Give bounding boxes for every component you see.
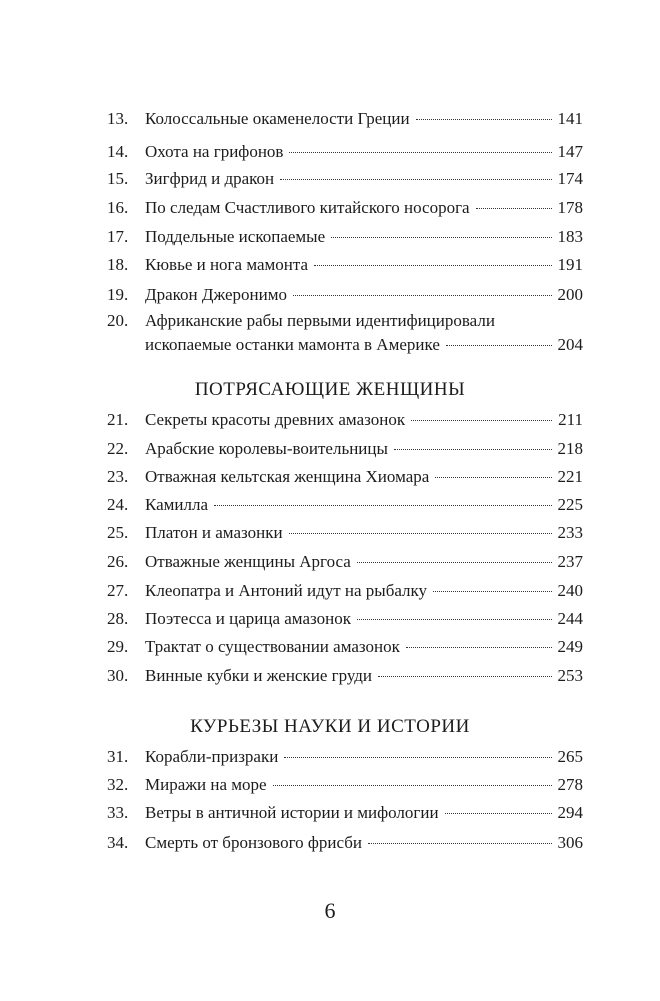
entry-title: Корабли-призраки (145, 747, 279, 766)
dot-leader (314, 265, 551, 266)
entry-title: Зигфрид и дракон (145, 169, 275, 188)
entry-title: Камилла (145, 495, 209, 514)
dot-leader (411, 420, 552, 421)
entry-number: 32. (107, 775, 129, 794)
entry-number: 34. (107, 833, 129, 852)
dot-leader (289, 152, 551, 153)
entry-title: Клеопатра и Антоний идут на рыбалку (145, 581, 428, 600)
entry-page: 147 (557, 142, 583, 161)
entry-title: Отважные женщины Аргоса (145, 552, 351, 571)
entry-title: Винные кубки и женские груди (145, 666, 373, 685)
entry-title: Отважная кельтская женщина Хиомара (145, 467, 430, 486)
dot-leader (284, 757, 551, 758)
entry-title: Арабские королевы-воительницы (145, 439, 388, 458)
entry-title: Охота на грифонов (145, 142, 284, 161)
entry-title: Поддельные ископаемые (145, 227, 326, 246)
dot-leader (406, 647, 552, 648)
entry-page: 174 (557, 169, 583, 188)
entry-page: 278 (557, 775, 583, 794)
entry-number: 23. (107, 467, 129, 486)
entry-number: 16. (107, 198, 129, 217)
entry-page: 240 (557, 581, 583, 600)
toc-entry[interactable] (107, 108, 583, 130)
entry-title-line1: Африканские рабы первыми идентифицировали (145, 311, 495, 330)
entry-page: 221 (557, 467, 583, 486)
dot-leader (416, 119, 552, 120)
page-number: 6 (324, 898, 336, 923)
toc-entry[interactable] (107, 746, 583, 768)
entry-number: 21. (107, 410, 129, 429)
dot-leader (289, 533, 552, 534)
entry-page: 306 (557, 833, 583, 852)
dot-leader (280, 179, 551, 180)
entry-number: 31. (107, 747, 129, 766)
entry-number: 13. (107, 109, 129, 128)
entry-page: 200 (557, 285, 583, 304)
dot-leader (331, 237, 551, 238)
toc-entry[interactable] (107, 774, 583, 796)
toc-entry[interactable] (107, 197, 583, 219)
entry-number: 33. (107, 803, 129, 822)
entry-number: 24. (107, 495, 129, 514)
entry-page: 204 (557, 335, 583, 354)
entry-number: 22. (107, 439, 129, 458)
dot-leader (476, 208, 552, 209)
entry-page: 244 (557, 609, 583, 628)
section-heading: ПОТРЯСАЮЩИЕ ЖЕНЩИНЫ (194, 379, 466, 400)
entry-title: Дракон Джеронимо (145, 285, 288, 304)
entry-number: 25. (107, 523, 129, 542)
entry-page: 225 (557, 495, 583, 514)
entry-number: 18. (107, 255, 129, 274)
toc-entry[interactable] (107, 141, 583, 163)
dot-leader (446, 345, 552, 346)
entry-title: Ветры в античной истории и мифологии (145, 803, 439, 822)
entry-number: 20. (107, 311, 129, 330)
toc-entry[interactable] (107, 168, 583, 190)
toc-entry[interactable] (107, 409, 583, 431)
toc-entry[interactable] (107, 466, 583, 488)
entry-number: 14. (107, 142, 129, 161)
entry-title: Миражи на море (145, 775, 267, 794)
entry-page: 253 (557, 666, 583, 685)
dot-leader (394, 449, 552, 450)
toc-entry[interactable] (107, 802, 583, 824)
entry-title: По следам Счастливого китайского носорога (145, 198, 470, 217)
dot-leader (445, 813, 552, 814)
entry-title: Поэтесса и царица амазонок (145, 609, 351, 628)
entry-number: 17. (107, 227, 129, 246)
toc-entry[interactable] (107, 226, 583, 248)
dot-leader (293, 295, 551, 296)
toc-entry[interactable] (107, 284, 583, 306)
toc-entry[interactable] (107, 310, 583, 356)
toc-entry[interactable] (107, 832, 583, 854)
entry-page: 191 (557, 255, 583, 274)
entry-title: Трактат о существовании амазонок (145, 637, 400, 656)
entry-page: 294 (557, 803, 583, 822)
entry-title: ископаемые останки мамонта в Америке (145, 335, 440, 354)
toc-entry[interactable] (107, 608, 583, 630)
entry-page: 183 (557, 227, 583, 246)
entry-page: 218 (557, 439, 583, 458)
entry-number: 26. (107, 552, 129, 571)
entry-title: Секреты красоты древних амазонок (145, 410, 406, 429)
toc-entry[interactable] (107, 438, 583, 460)
toc-entry[interactable] (107, 580, 583, 602)
dot-leader (273, 785, 552, 786)
entry-title: Кювье и нога мамонта (145, 255, 309, 274)
entry-page: 233 (557, 523, 583, 542)
section-heading: КУРЬЕЗЫ НАУКИ И ИСТОРИИ (190, 716, 470, 737)
toc-entry[interactable] (107, 551, 583, 573)
dot-leader (357, 619, 552, 620)
dot-leader (368, 843, 552, 844)
toc-entry[interactable] (107, 522, 583, 544)
entry-title: Смерть от бронзового фрисби (145, 833, 362, 852)
entry-page: 211 (558, 410, 583, 429)
dot-leader (378, 676, 551, 677)
entry-page: 178 (557, 198, 583, 217)
dot-leader (214, 505, 551, 506)
entry-page: 141 (557, 109, 583, 128)
dot-leader (357, 562, 552, 563)
toc-entry[interactable] (107, 665, 583, 687)
dot-leader (433, 591, 551, 592)
entry-page: 237 (557, 552, 583, 571)
entry-number: 30. (107, 666, 129, 685)
entry-number: 15. (107, 169, 129, 188)
entry-page: 249 (557, 637, 583, 656)
entry-title: Платон и амазонки (145, 523, 283, 542)
toc-entry[interactable] (107, 494, 583, 516)
entry-page: 265 (557, 747, 583, 766)
entry-number: 27. (107, 581, 129, 600)
toc-entry[interactable] (107, 254, 583, 276)
entry-title: Колоссальные окаменелости Греции (145, 109, 410, 128)
entry-number: 19. (107, 285, 129, 304)
toc-entry[interactable] (107, 636, 583, 658)
dot-leader (435, 477, 551, 478)
entry-number: 28. (107, 609, 129, 628)
entry-number: 29. (107, 637, 129, 656)
